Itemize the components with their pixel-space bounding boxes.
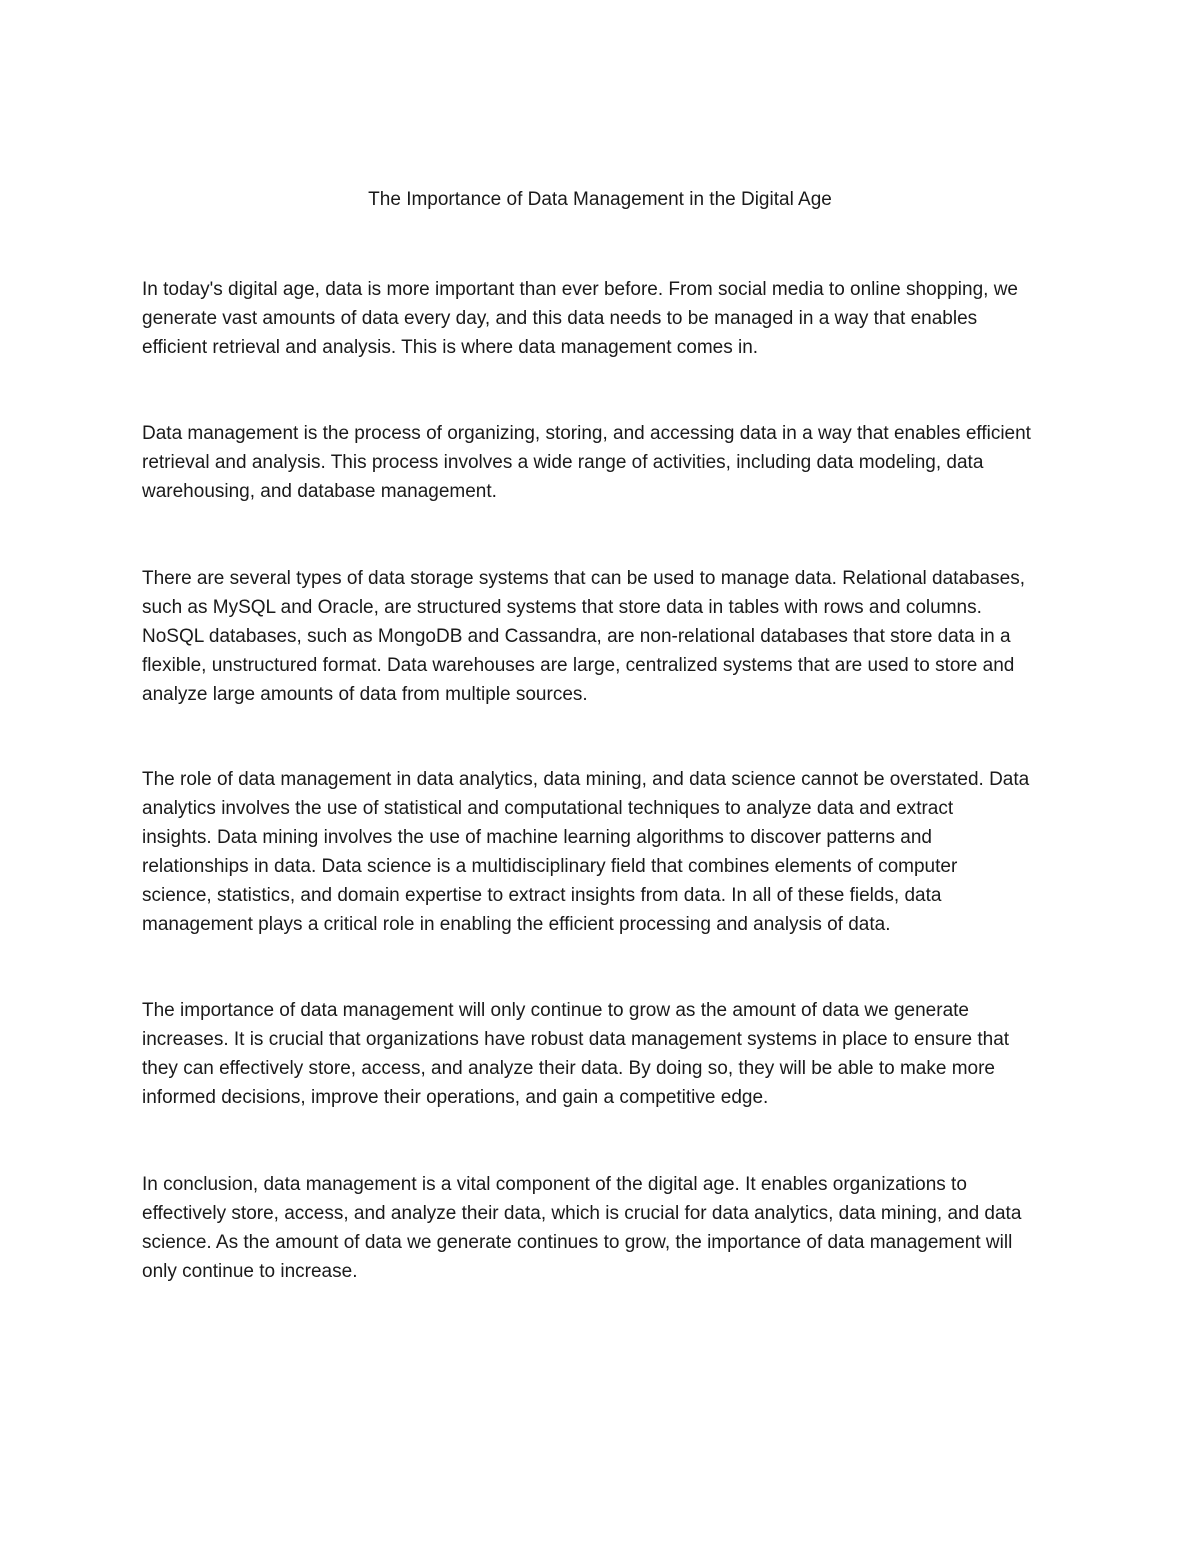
paragraph-definition	[142, 419, 1062, 506]
paragraph-line: they can effectively store, access, and analyze their data. By doing so, they will be able to make more	[142, 1058, 995, 1079]
paragraph-line: effectively store, access, and analyze their data, which is crucial for data analytics, data mining, and data	[142, 1203, 1022, 1224]
paragraph-growing-importance	[142, 996, 1062, 1112]
paragraph-line: insights. Data mining involves the use of machine learning algorithms to discover patterns and	[142, 827, 932, 848]
paragraph-analytics-role	[142, 765, 1062, 939]
paragraph-line: informed decisions, improve their operations, and gain a competitive edge.	[142, 1087, 769, 1108]
paragraph-line: science. As the amount of data we generate continues to grow, the importance of data management will	[142, 1232, 1013, 1253]
paragraph-line: In today's digital age, data is more important than ever before. From social media to online shopping, we	[142, 279, 1018, 300]
paragraph-line: science, statistics, and domain expertise to extract insights from data. In all of these fields, data	[142, 885, 942, 906]
document-title: The Importance of Data Management in the Digital Age	[368, 189, 832, 210]
paragraph-line: In conclusion, data management is a vital component of the digital age. It enables organizations to	[142, 1174, 967, 1195]
paragraph-storage-systems	[142, 564, 1062, 709]
paragraph-line: efficient retrieval and analysis. This is where data management comes in.	[142, 337, 759, 358]
paragraph-line: warehousing, and database management.	[142, 481, 497, 502]
paragraph-line: analytics involves the use of statistical and computational techniques to analyze data and extract	[142, 798, 954, 819]
paragraph-line: increases. It is crucial that organizations have robust data management systems in place to ensure that	[142, 1029, 1010, 1050]
paragraph-line: analyze large amounts of data from multiple sources.	[142, 684, 588, 705]
paragraph-line: Data management is the process of organizing, storing, and accessing data in a way that enables efficient	[142, 423, 1031, 444]
paragraph-line: relationships in data. Data science is a multidisciplinary field that combines elements of computer	[142, 856, 958, 877]
paragraph-line: The role of data management in data analytics, data mining, and data science cannot be overstated. Data	[142, 769, 1030, 790]
paragraph-line: generate vast amounts of data every day, and this data needs to be managed in a way that enables	[142, 308, 978, 329]
paragraph-conclusion	[142, 1170, 1062, 1286]
paragraph-line: There are several types of data storage systems that can be used to manage data. Relational databases,	[142, 568, 1025, 589]
paragraph-line: flexible, unstructured format. Data warehouses are large, centralized systems that are used to store and	[142, 655, 1015, 676]
paragraph-line: retrieval and analysis. This process involves a wide range of activities, including data modeling, data	[142, 452, 984, 473]
paragraph-intro	[142, 275, 1062, 362]
paragraph-line: management plays a critical role in enabling the efficient processing and analysis of data.	[142, 914, 891, 935]
paragraph-line: such as MySQL and Oracle, are structured systems that store data in tables with rows and columns.	[142, 597, 982, 618]
paragraph-line: NoSQL databases, such as MongoDB and Cassandra, are non-relational databases that store data in a	[142, 626, 1011, 647]
paragraph-line: only continue to increase.	[142, 1261, 358, 1282]
paragraph-line: The importance of data management will only continue to grow as the amount of data we generate	[142, 1000, 969, 1021]
